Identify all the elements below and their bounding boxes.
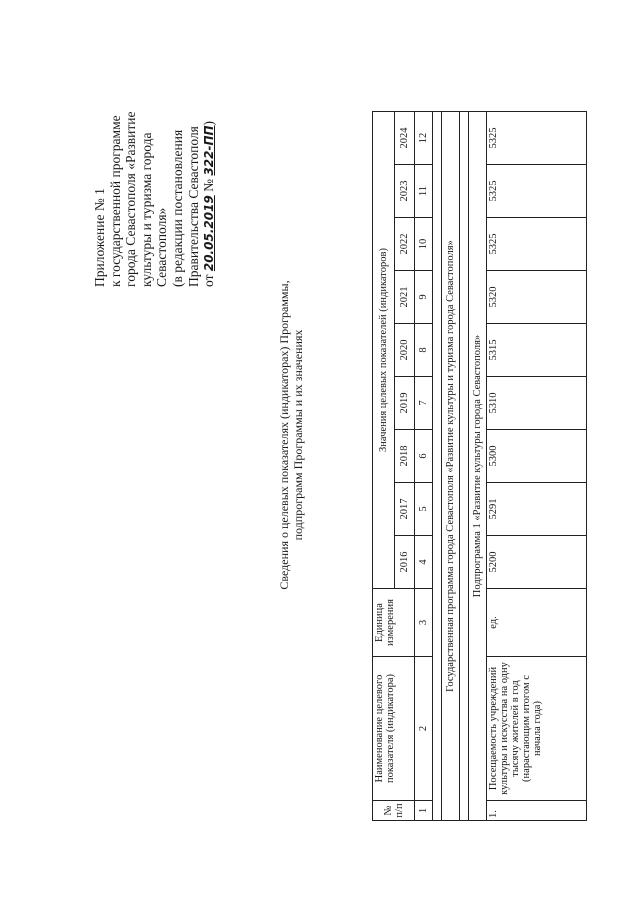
appendix-line: Правительства Севастополя — [185, 126, 201, 287]
column-index: 12 — [415, 112, 433, 165]
column-index: 5 — [415, 483, 433, 536]
column-index-row — [415, 112, 433, 821]
row-value: 5325 — [487, 218, 587, 271]
row-value: 5325 — [487, 165, 587, 218]
row-num: 1. — [487, 801, 587, 821]
row-value: 5320 — [487, 271, 587, 324]
appendix-date-line: от 20.05.2019 № 322-ПП) — [201, 120, 217, 287]
column-index: 6 — [415, 430, 433, 483]
header-year: 2020 — [395, 324, 415, 377]
subprogram-title: Подпрограмма 1 «Развитие культуры города Севастополя» — [469, 112, 487, 821]
column-index: 3 — [415, 589, 433, 657]
row-value: 5325 — [487, 112, 587, 165]
date-prefix: от — [201, 274, 217, 287]
row-unit: ед. — [487, 589, 587, 657]
row-value: 5291 — [487, 483, 587, 536]
number-prefix: № — [201, 178, 217, 192]
header-year: 2021 — [395, 271, 415, 324]
column-index: 8 — [415, 324, 433, 377]
caption-line-2: подпрограмм Программы и их значениях — [291, 329, 305, 541]
header-values: Значения целевых показателей (индикаторов) — [373, 112, 395, 589]
column-index: 7 — [415, 377, 433, 430]
appendix-line: культуры и туризма города — [138, 132, 154, 287]
header-year: 2018 — [395, 430, 415, 483]
header-name: Наименование целевого показателя (индикатора) — [373, 657, 415, 801]
header-year: 2022 — [395, 218, 415, 271]
appendix-header — [92, 27, 218, 287]
program-title: Государственная программа города Севастополя «Развитие культуры и туризма города Севастополя» — [442, 112, 460, 821]
resolution-number: 322-ПП — [202, 125, 217, 176]
row-indicator-name: Посещаемость учреждений культуры и искусства на одну тысячу жителей в год (нарастающим итогом с начала года) — [487, 657, 587, 801]
header-year: 2023 — [395, 165, 415, 218]
table-row — [487, 112, 587, 821]
header-unit: Единица измерения — [373, 589, 415, 657]
header-year: 2016 — [395, 536, 415, 589]
table-caption — [277, 115, 305, 755]
column-index: 4 — [415, 536, 433, 589]
appendix-line: (в редакции постановления — [169, 129, 185, 287]
row-value: 5310 — [487, 377, 587, 430]
appendix-line: Севастополя» — [154, 207, 170, 287]
row-value: 5315 — [487, 324, 587, 377]
header-year: 2024 — [395, 112, 415, 165]
indicators-table — [372, 111, 587, 821]
row-value: 5200 — [487, 536, 587, 589]
header-year: 2017 — [395, 483, 415, 536]
column-index: 10 — [415, 218, 433, 271]
column-index: 11 — [415, 165, 433, 218]
appendix-line: города Севастополя «Развитие — [123, 111, 139, 287]
column-index: 9 — [415, 271, 433, 324]
column-index: 2 — [415, 657, 433, 801]
header-num: № п/п — [373, 801, 415, 821]
column-index: 1 — [415, 801, 433, 821]
appendix-line: Приложение № 1 — [92, 188, 107, 287]
appendix-line: к государственной программе — [107, 115, 123, 287]
row-value: 5300 — [487, 430, 587, 483]
header-year: 2019 — [395, 377, 415, 430]
resolution-date: 20.05.2019 — [202, 195, 217, 272]
caption-line-1: Сведения о целевых показателях (индикаторах) Программы, — [277, 280, 291, 590]
